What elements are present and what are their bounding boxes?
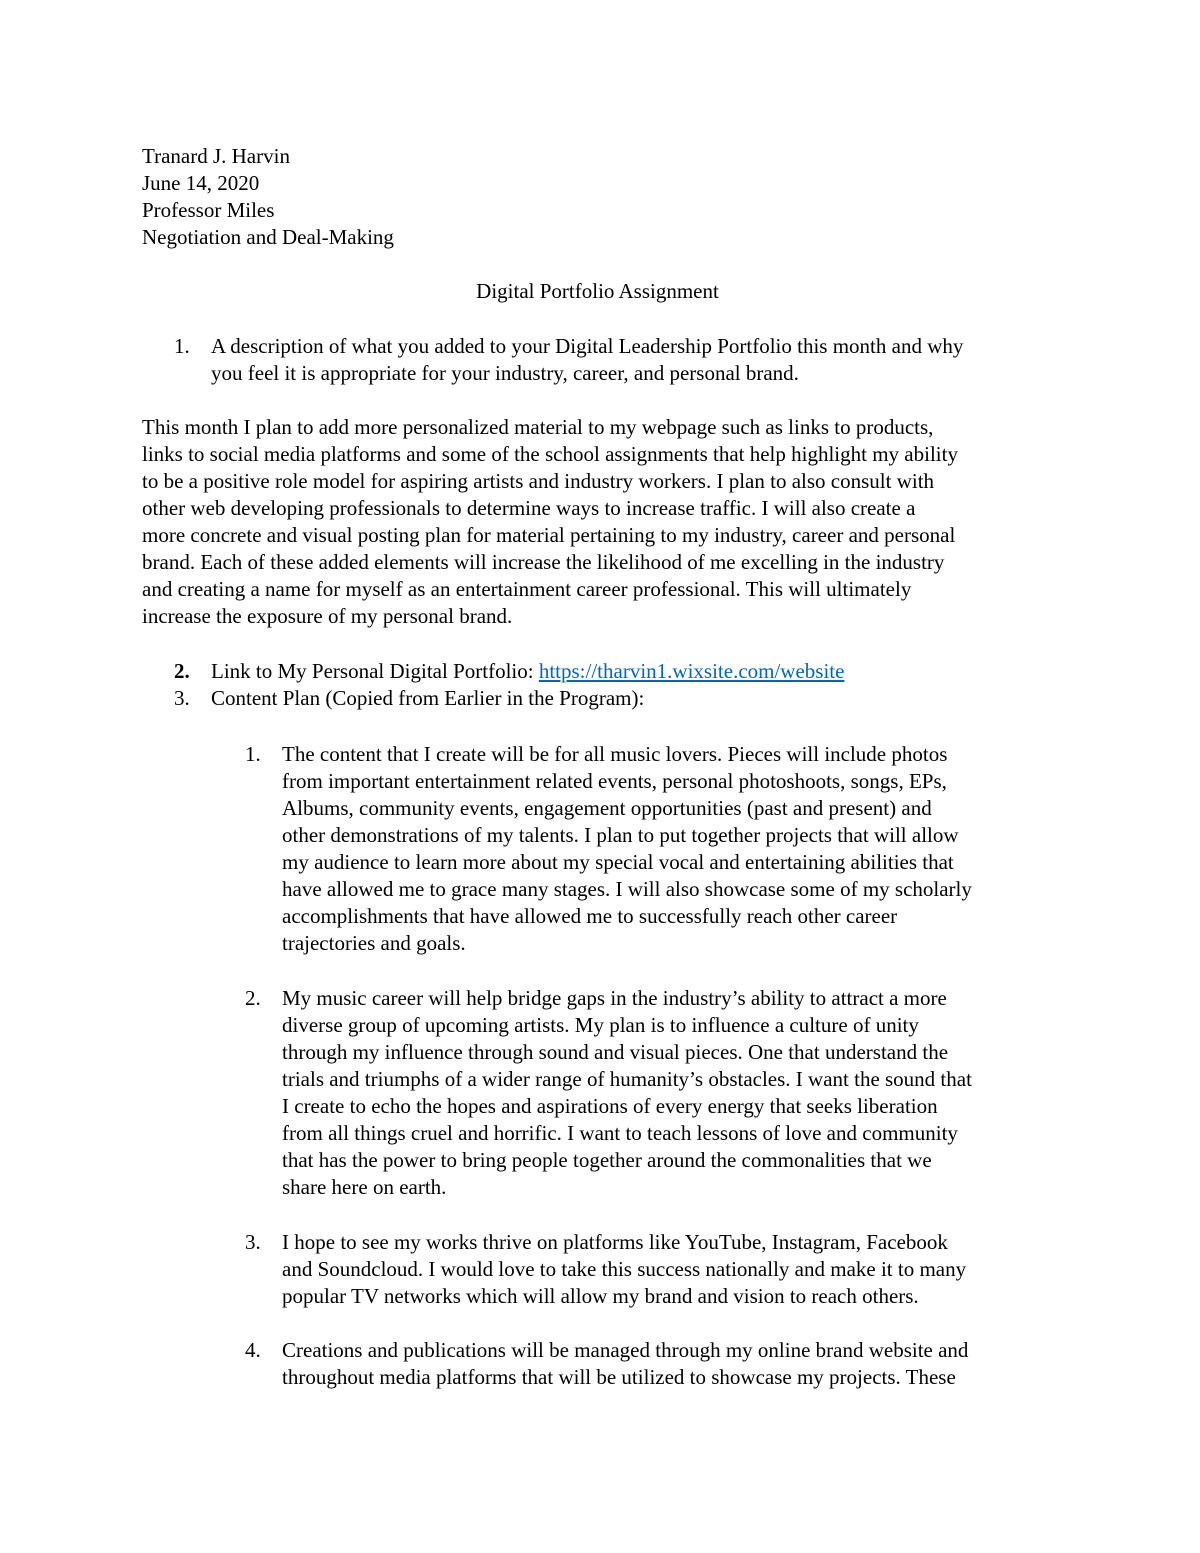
- item-2-number: 2.: [174, 659, 190, 683]
- plan-line: My music career will help bridge gaps in the industry’s ability to attract a more: [282, 986, 947, 1010]
- plan-4-number: 4.: [245, 1338, 261, 1362]
- plan-line: diverse group of upcoming artists. My plan is to influence a culture of unity: [282, 1013, 919, 1037]
- plan-line: from important entertainment related events, personal photoshoots, songs, EPs,: [282, 769, 947, 793]
- item-1-line: you feel it is appropriate for your industry, career, and personal brand.: [211, 361, 799, 385]
- plan-3-number: 3.: [245, 1230, 261, 1254]
- item-1-question: [211, 333, 963, 387]
- answer-line: brand. Each of these added elements will increase the likelihood of me excelling in the industry: [142, 550, 945, 574]
- plan-line: through my influence through sound and visual pieces. One that understand the: [282, 1040, 949, 1064]
- author-name: Tranard J. Harvin: [142, 144, 290, 168]
- answer-line: This month I plan to add more personalized material to my webpage such as links to products,: [142, 415, 934, 439]
- plan-line: trials and triumphs of a wider range of humanity’s obstacles. I want the sound that: [282, 1067, 972, 1091]
- portfolio-link[interactable]: https://tharvin1.wixsite.com/website: [538, 659, 845, 683]
- answer-line: increase the exposure of my personal brand.: [142, 604, 513, 628]
- plan-1-number: 1.: [245, 742, 261, 766]
- plan-line: that has the power to bring people together around the commonalities that we: [282, 1148, 932, 1172]
- plan-line: from all things cruel and horrific. I want to teach lessons of love and community: [282, 1121, 958, 1145]
- plan-line: have allowed me to grace many stages. I will also showcase some of my scholarly: [282, 877, 972, 901]
- plan-line: trajectories and goals.: [282, 931, 466, 955]
- plan-line: share here on earth.: [282, 1175, 447, 1199]
- plan-2-number: 2.: [245, 986, 261, 1010]
- answer-line: other web developing professionals to determine ways to increase traffic. I will also create a: [142, 496, 916, 520]
- answer-line: more concrete and visual posting plan for material pertaining to my industry, career and personal: [142, 523, 956, 547]
- item-3-number: 3.: [174, 686, 190, 710]
- plan-line: and Soundcloud. I would love to take this success nationally and make it to many: [282, 1257, 967, 1281]
- plan-1-text: [282, 741, 972, 957]
- plan-line: throughout media platforms that will be utilized to showcase my projects. These: [282, 1365, 956, 1389]
- answer-line: links to social media platforms and some of the school assignments that help highlight my ability: [142, 442, 958, 466]
- plan-4-text: [282, 1337, 968, 1391]
- answer-line: and creating a name for myself as an entertainment career professional. This will ultimately: [142, 577, 912, 601]
- answer-line: to be a positive role model for aspiring artists and industry workers. I plan to also consult with: [142, 469, 935, 493]
- item-2-label: Link to My Personal Digital Portfolio:: [211, 659, 539, 683]
- plan-2-text: [282, 985, 972, 1201]
- document-date: June 14, 2020: [142, 171, 260, 195]
- course-name: Negotiation and Deal-Making: [142, 225, 394, 249]
- item-3-label: Content Plan (Copied from Earlier in the Program):: [211, 686, 645, 710]
- plan-line: Creations and publications will be managed through my online brand website and: [282, 1338, 969, 1362]
- plan-line: Albums, community events, engagement opportunities (past and present) and: [282, 796, 932, 820]
- item-2-text: [211, 658, 844, 685]
- plan-line: accomplishments that have allowed me to successfully reach other career: [282, 904, 898, 928]
- plan-line: I hope to see my works thrive on platforms like YouTube, Instagram, Facebook: [282, 1230, 948, 1254]
- professor-name: Professor Miles: [142, 198, 275, 222]
- plan-line: I create to echo the hopes and aspirations of every energy that seeks liberation: [282, 1094, 938, 1118]
- plan-3-text: [282, 1229, 966, 1310]
- plan-line: The content that I create will be for all music lovers. Pieces will include photos: [282, 742, 948, 766]
- item-1-number: 1.: [174, 334, 190, 358]
- plan-line: my audience to learn more about my special vocal and entertaining abilities that: [282, 850, 954, 874]
- document-title: Digital Portfolio Assignment: [476, 279, 719, 303]
- plan-line: other demonstrations of my talents. I plan to put together projects that will allow: [282, 823, 959, 847]
- answer-1-paragraph: [142, 414, 958, 630]
- item-1-line: A description of what you added to your Digital Leadership Portfolio this month and why: [211, 334, 964, 358]
- plan-line: popular TV networks which will allow my brand and vision to reach others.: [282, 1284, 919, 1308]
